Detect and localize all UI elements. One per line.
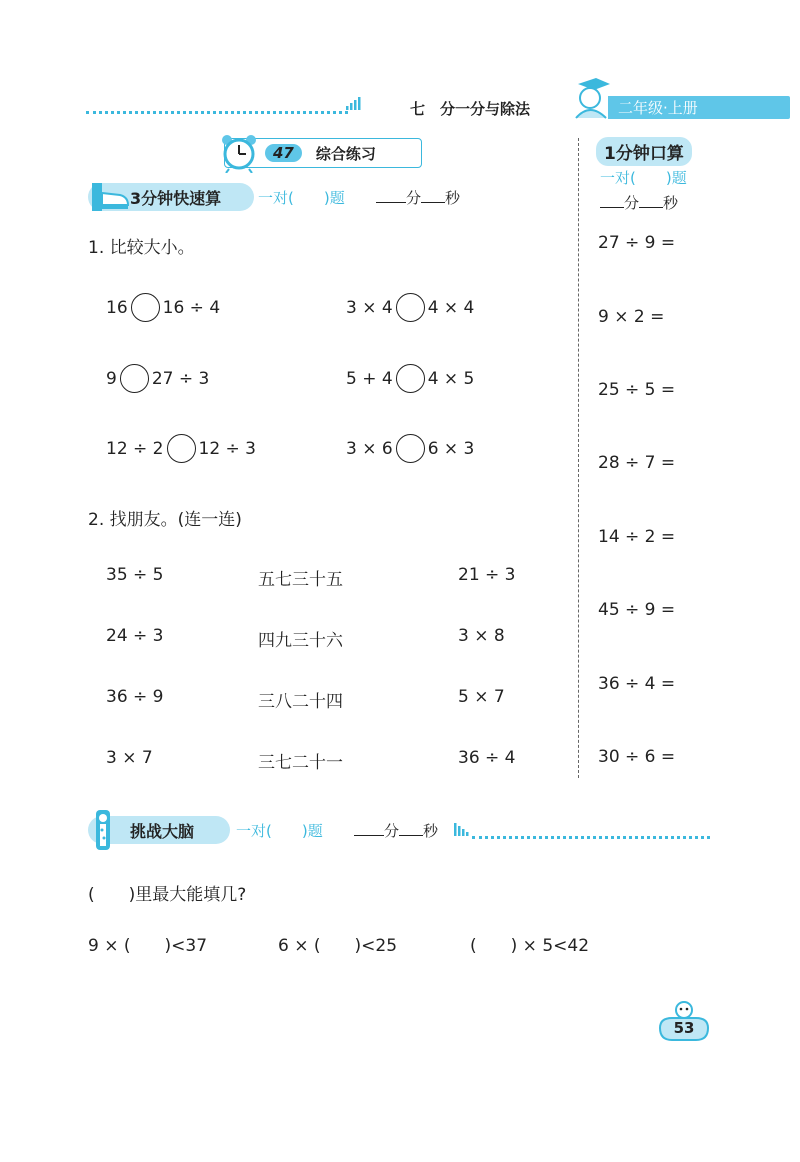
header-bars-icon [346,94,364,112]
minutes-blank[interactable] [354,835,384,836]
challenge-section-label: 挑战大脑 [130,821,195,841]
match-expression[interactable]: 24 ÷ 3 [106,626,164,646]
minutes-blank[interactable] [376,202,406,203]
oral-calc-item: 30 ÷ 6 = [598,747,676,767]
oral-calc-item: 14 ÷ 2 = [598,527,676,547]
lesson-title-box [224,138,422,168]
speed-correct-count: 一对( )题 [258,189,345,207]
sidebar-correct-count: 一对( )题 [600,169,687,187]
compare-item: 16 16 ÷ 4 [106,293,220,322]
page-number: 53 [673,1019,695,1037]
match-expression[interactable]: 36 ÷ 9 [106,687,164,707]
seconds-blank[interactable] [399,835,423,836]
challenge-item[interactable]: ( ) × 5<42 [470,936,590,956]
oral-calc-item: 36 ÷ 4 = [598,674,676,694]
oral-calc-item: 45 ÷ 9 = [598,600,676,620]
match-rhyme[interactable]: 三七二十一 [258,753,343,773]
header-dotted-rule [86,111,348,114]
speed-timer: 分 秒 [376,187,460,208]
speed-section-header [88,183,254,211]
match-expression[interactable]: 35 ÷ 5 [106,565,164,585]
oral-calc-item: 9 × 2 = [598,307,665,327]
match-expression[interactable]: 5 × 7 [458,687,505,707]
question-1-title: 1. 比较大小。 [88,238,195,258]
match-expression[interactable]: 21 ÷ 3 [458,565,516,585]
compare-circle[interactable] [396,364,425,393]
challenge-section-header [88,816,230,844]
oral-calc-item: 25 ÷ 5 = [598,380,676,400]
lesson-title: 综合练习 [315,144,376,163]
oral-calc-item: 27 ÷ 9 = [598,233,676,253]
sneaker-icon [86,181,130,213]
match-rhyme[interactable]: 四九三十六 [258,631,343,651]
student-mascot-icon [566,76,612,120]
seconds-blank[interactable] [421,202,445,203]
match-expression[interactable]: 3 × 8 [458,626,505,646]
oral-calc-item: 28 ÷ 7 = [598,453,676,473]
compare-circle[interactable] [120,364,149,393]
giraffe-icon [90,810,124,850]
match-rhyme[interactable]: 五七三十五 [258,570,343,590]
seconds-blank[interactable] [639,207,663,208]
challenge-item[interactable]: 9 × ( )<37 [88,936,208,956]
challenge-dotted-rule [472,836,710,839]
speed-section-label: 3分钟快速算 [130,188,222,208]
compare-item: 5 + 4 4 × 5 [346,364,474,393]
challenge-timer: 分 秒 [354,820,438,841]
minutes-blank[interactable] [600,207,624,208]
question-2-title: 2. 找朋友。(连一连) [88,510,242,530]
compare-circle[interactable] [396,434,425,463]
compare-circle[interactable] [167,434,196,463]
lesson-number: 47 [265,144,302,162]
sidebar-title: 1分钟口算 [596,137,692,166]
alarm-clock-icon [219,133,259,173]
compare-circle[interactable] [131,293,160,322]
match-rhyme[interactable]: 三八二十四 [258,692,343,712]
match-expression[interactable]: 3 × 7 [106,748,153,768]
chapter-title: 七 分一分与除法 [410,100,531,118]
grade-label: 二年级·上册 [608,96,790,119]
sidebar-divider [578,138,579,778]
compare-item: 12 ÷ 2 12 ÷ 3 [106,434,256,463]
sidebar-timer: 分 秒 [600,192,678,213]
compare-item: 3 × 4 4 × 4 [346,293,474,322]
match-expression[interactable]: 36 ÷ 4 [458,748,516,768]
challenge-bars-icon [454,820,472,838]
compare-circle[interactable] [396,293,425,322]
compare-item: 3 × 6 6 × 3 [346,434,474,463]
challenge-question: ( )里最大能填几? [88,885,247,905]
challenge-item[interactable]: 6 × ( )<25 [278,936,398,956]
compare-item: 9 27 ÷ 3 [106,364,209,393]
challenge-correct-count: 一对( )题 [236,822,323,840]
